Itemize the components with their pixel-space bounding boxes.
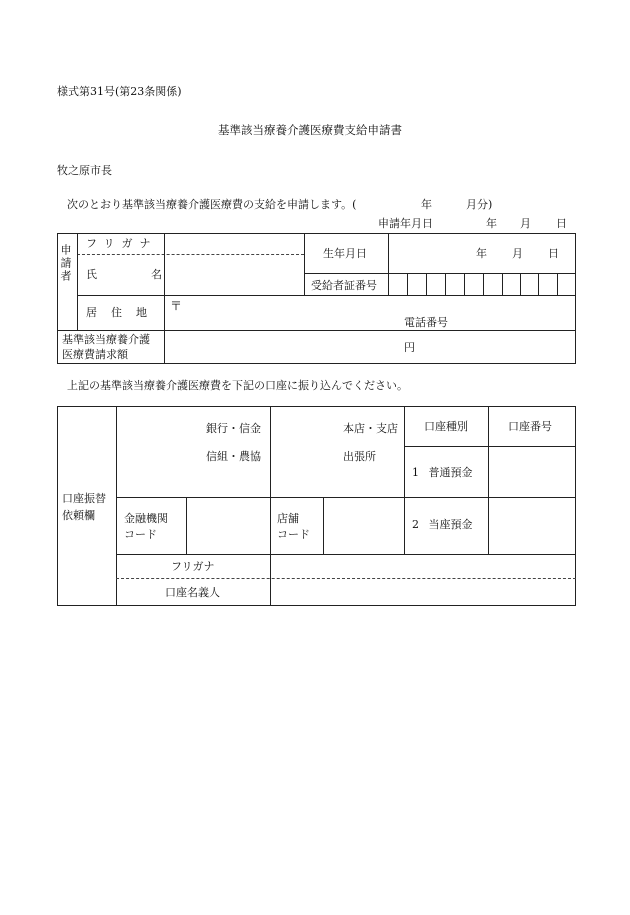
claim-label-line1: 基準該当療養介護 [62,333,150,346]
bank-section-label-line2: 依頼欄 [62,509,95,522]
account-type-label: 口座種別 [424,420,468,433]
furigana-field[interactable] [166,235,303,253]
holder-furigana-field[interactable] [272,556,574,577]
birthdate-field[interactable] [390,235,574,272]
claim-amount-field[interactable] [166,332,574,362]
bank-section-label-line1: 口座振替 [62,492,106,505]
intro-month-unit: 月分) [466,198,493,211]
application-date-year: 年 [486,217,497,230]
birth-year: 年 [476,247,487,260]
birth-month: 月 [512,247,523,260]
branch-code-label-line1: 店舗 [277,512,299,525]
holder-furigana-label: フリガナ [171,560,215,573]
claim-label-line2: 医療費請求額 [62,348,128,361]
branch-types-line2: 出張所 [343,450,376,463]
branch-types-line1: 本店・支店 [343,422,398,435]
address-label: 居住地 [86,306,161,319]
bank-types-line2: 信組・農協 [206,450,261,463]
bank-types-line1: 銀行・信金 [206,422,261,435]
account-number-field[interactable] [490,448,574,553]
claim-yen: 円 [404,341,415,354]
name-label: 氏名 [86,268,216,281]
transfer-note: 上記の基準該当療養介護医療費を下記の口座に振り込んでください。 [67,379,408,392]
addressee: 牧之原市長 [57,164,112,177]
branch-name-field[interactable] [272,408,342,496]
birth-day: 日 [548,247,559,260]
holder-label: 口座名義人 [165,586,220,599]
branch-code-label-line2: コード [277,528,310,541]
account-number-label: 口座番号 [508,420,552,433]
holder-name-field[interactable] [272,580,574,604]
bank-code-label-line2: コード [124,528,157,541]
bank-code-label-line1: 金融機関 [124,512,168,525]
application-date-day: 日 [556,217,567,230]
applicant-section-label: 申請者 [59,244,72,283]
account-type-current[interactable]: 2 当座預金 [412,518,473,531]
application-date-month: 月 [520,217,531,230]
form-title: 基準該当療養介護医療費支給申請書 [218,123,402,137]
address-field[interactable] [166,297,574,329]
intro-text: 次のとおり基準該当療養介護医療費の支給を申請します。( [67,198,357,211]
intro-year-unit: 年 [421,198,432,211]
bank-code-field[interactable] [188,499,269,553]
name-field[interactable] [166,256,303,294]
phone-label: 電話番号 [404,316,448,329]
form-number: 様式第31号(第23条関係) [57,85,182,98]
furigana-label: フリガナ [86,237,158,250]
branch-code-field[interactable] [325,499,403,553]
application-date-label: 申請年月日 [378,217,433,230]
cert-number-label: 受給者証番号 [311,279,377,292]
bank-name-field[interactable] [118,408,204,496]
postal-mark: 〒 [170,299,183,313]
cert-number-field[interactable] [390,275,574,295]
birthdate-label: 生年月日 [323,247,367,260]
account-type-ordinary[interactable]: 1 普通預金 [412,466,473,479]
